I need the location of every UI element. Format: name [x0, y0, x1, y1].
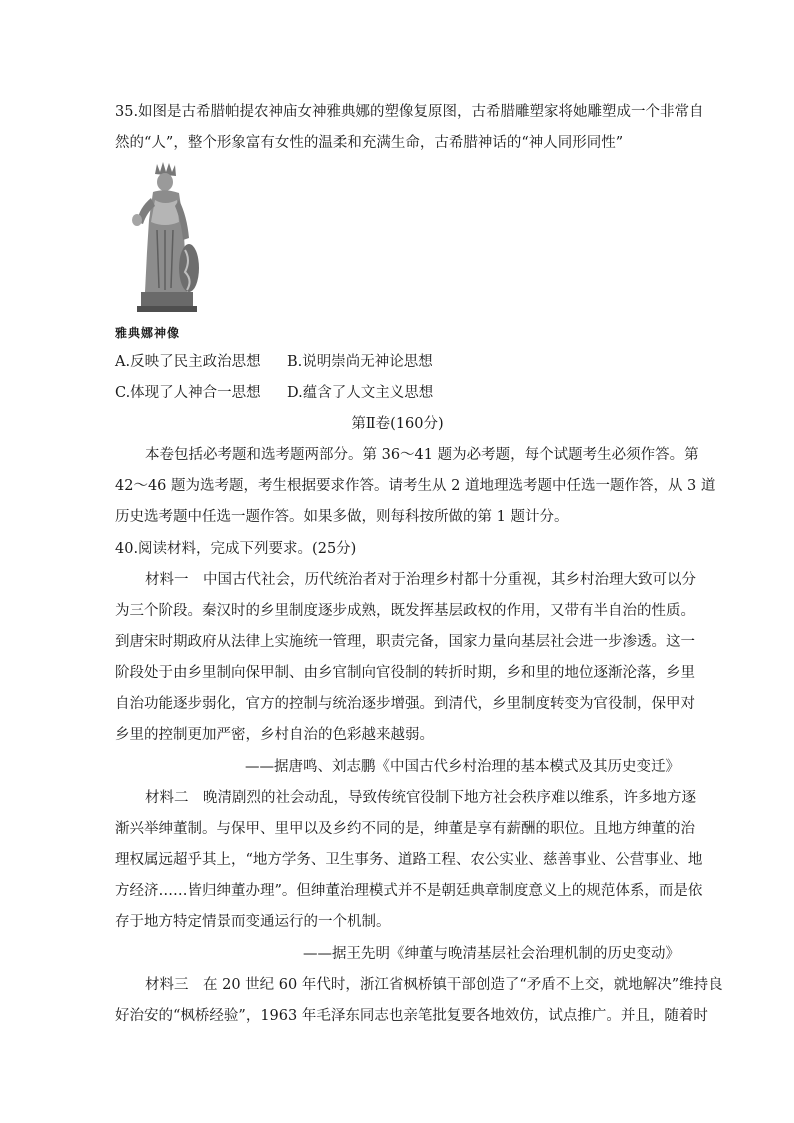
q35-stem-line-2: 然的“人”，整个形象富有女性的温柔和充满生命，古希腊神话的“神人同形同性” [115, 135, 624, 151]
material-2-source: ——据王先明《绅董与晚清基层社会治理机制的历史变动》 [303, 946, 680, 962]
q40-heading: 40.阅读材料，完成下列要求。(25分) [115, 541, 357, 557]
section-intro-line-1: 本卷包括必考题和选考题两部分。第 36～41 题为必考题，每个试题考生必须作答。第 [145, 447, 699, 463]
material-1-line-1: 材料一 中国古代社会，历代统治者对于治理乡村都十分重视，其乡村治理大致可以分 [145, 572, 696, 588]
material-2-line-4: 方经济……皆归绅董办理”。但绅董治理模式并不是朝廷典章制度意义上的规范体系，而是依 [115, 883, 703, 899]
material-1-line-2: 为三个阶段。秦汉时的乡里制度逐步成熟，既发挥基层政权的作用，又带有半自治的性质。 [115, 603, 695, 619]
q35-option-b: B.说明崇尚无神论思想 [287, 354, 433, 370]
q35-option-d: D.蕴含了人文主义思想 [287, 385, 434, 401]
q35-stem-line-1: 35.如图是古希腊帕提农神庙女神雅典娜的塑像复原图，古希腊雕塑家将她雕塑成一个非常自 [115, 104, 704, 120]
q35-option-a: A.反映了民主政治思想 [115, 354, 261, 370]
section-intro-line-2: 42～46 题为选考题，考生根据要求作答。请考生从 2 道地理选考题中任选一题作答，从 3 道 [115, 478, 716, 494]
material-1-line-3: 到唐宋时期政府从法律上实施统一管理，职责完备，国家力量向基层社会进一步渗透。这一 [115, 634, 695, 650]
material-1-line-5: 自治功能逐步弱化，官方的控制与统治逐步增强。到清代，乡里制度转变为官役制，保甲对 [115, 696, 695, 712]
material-3-line-1: 材料三 在 20 世纪 60 年代时，浙江省枫桥镇干部创造了“矛盾不上交，就地解决”维持良 [145, 977, 723, 993]
material-1-line-4: 阶段处于由乡里制向保甲制、由乡官制向官役制的转折时期，乡和里的地位逐渐沦落，乡里 [115, 665, 695, 681]
material-1-source: ——据唐鸣、刘志鹏《中国古代乡村治理的基本模式及其历史变迁》 [245, 759, 680, 775]
material-3-line-2: 好治安的“枫桥经验”，1963 年毛泽东同志也亲笔批复要各地效仿，试点推广。并且，随着时 [115, 1008, 708, 1024]
material-1-line-6: 乡里的控制更加严密，乡村自治的色彩越来越弱。 [115, 727, 434, 743]
athena-statue-figure [115, 160, 215, 346]
section-title: 第Ⅱ卷(160分) [351, 416, 444, 432]
athena-statue-image [125, 160, 205, 320]
material-2-line-2: 渐兴举绅董制。与保甲、里甲以及乡约不同的是，绅董是享有薪酬的职位。且地方绅董的治 [115, 821, 695, 837]
q35-option-c: C.体现了人神合一思想 [115, 385, 261, 401]
material-2-line-1: 材料二 晚清剧烈的社会动乱，导致传统官役制下地方社会秩序难以维系，许多地方逐 [145, 790, 696, 806]
material-2-line-5: 存于地方特定情景而变通运行的一个机制。 [115, 914, 391, 930]
material-2-line-3: 理权属远超乎其上，“地方学务、卫生事务、道路工程、农公实业、慈善事业、公营事业、地 [115, 852, 703, 868]
figure-caption: 雅典娜神像 [115, 326, 181, 340]
section-intro-line-3: 历史选考题中任选一题作答。如果多做，则每科按所做的第 1 题计分。 [115, 509, 569, 525]
